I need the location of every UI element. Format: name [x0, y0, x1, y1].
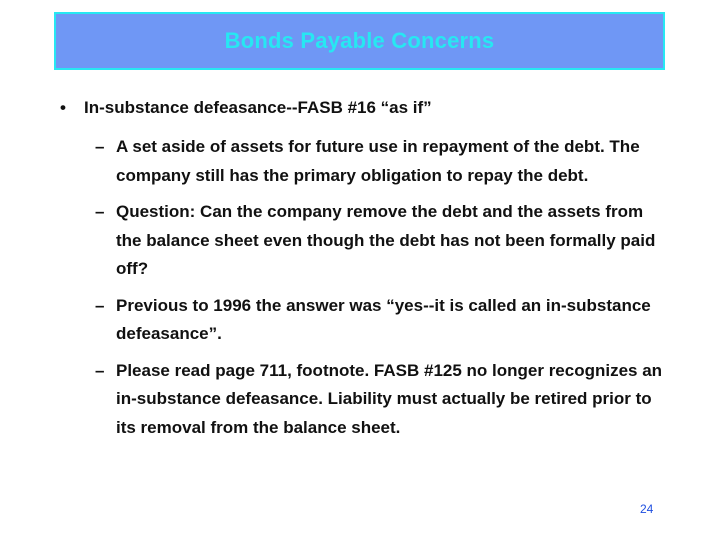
dash-marker: –	[95, 360, 105, 380]
dash-marker: –	[95, 202, 105, 221]
main-bullet	[60, 97, 432, 119]
sub-bullet-text: A set aside of assets for future use in repayment of the debt. The company still has the primary obligation to repay the debt.	[116, 137, 640, 185]
sub-bullet-list	[95, 133, 665, 450]
sub-bullet-text: Question: Can the company remove the debt and the assets from the balance sheet even though the debt has not been formally paid off?	[116, 202, 656, 278]
sub-bullet-item	[95, 133, 665, 190]
sub-bullet-item	[95, 292, 665, 349]
sub-bullet-text: Previous to 1996 the answer was “yes--it is called an in-substance defeasance”.	[116, 295, 651, 343]
sub-bullet-text: Please read page 711, footnote. FASB #125 no longer recognizes an in-substance defeasance. Liability must actually be retired prior to its removal from the balance sheet.	[116, 360, 663, 437]
main-bullet-text: In-substance defeasance--FASB #16 “as if”	[84, 98, 432, 117]
sub-bullet-item	[95, 357, 665, 443]
sub-bullet-item	[95, 198, 665, 284]
title-banner	[54, 12, 665, 70]
bullet-marker: •	[60, 98, 66, 117]
slide-title: Bonds Payable Concerns	[224, 28, 495, 53]
dash-marker: –	[95, 137, 105, 156]
dash-marker: –	[95, 295, 105, 315]
page-number: 24	[640, 502, 654, 516]
